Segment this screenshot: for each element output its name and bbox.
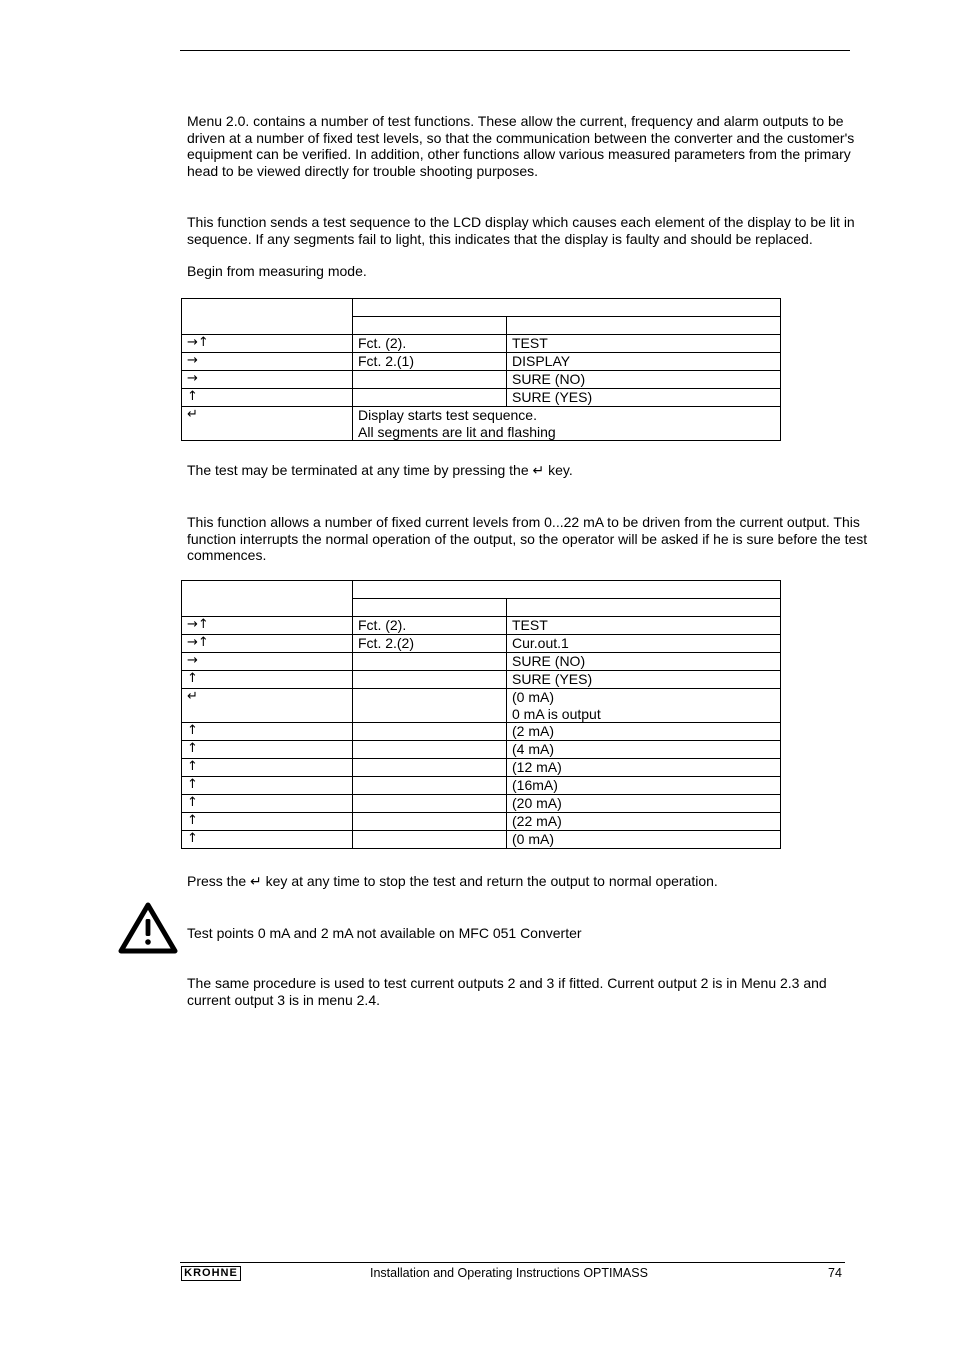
key-cell: →↑ (182, 635, 353, 653)
display-cell: (16mA) (507, 777, 781, 795)
display-cell: SURE (NO) (507, 653, 781, 671)
current-test-table (181, 580, 781, 849)
table-header-row (182, 581, 781, 599)
key-cell: ↑ (182, 813, 353, 831)
key-cell: ↑ (182, 831, 353, 849)
display-cell: SURE (NO) (507, 371, 781, 389)
table-row (182, 335, 781, 353)
current-test-description: This function allows a number of fixed current levels from 0...22 mA to be driven from the current output. This function interrupts the normal operation of the output, so the operator will be asked if he is sure before the test commences. (187, 514, 868, 563)
table-row (182, 617, 781, 635)
display-cell: (2 mA) (507, 723, 781, 741)
function-cell (353, 813, 507, 831)
key-cell: →↑ (182, 335, 353, 353)
subheader-cell (353, 317, 507, 335)
header-cell-display (353, 299, 781, 317)
key-cell: ↑ (182, 795, 353, 813)
result-line: All segments are lit and flashing (358, 423, 556, 440)
key-cell: ↵ (182, 407, 353, 441)
display-test-note: The test may be terminated at any time by pressing the ↵ key. (187, 462, 573, 478)
warning-triangle-icon (118, 902, 178, 954)
table-row (182, 407, 781, 441)
table-row (182, 653, 781, 671)
function-cell (353, 777, 507, 795)
header-cell-key (182, 581, 353, 617)
table-row (182, 723, 781, 741)
warning-text: Test points 0 mA and 2 mA not available on MFC 051 Converter (187, 925, 582, 941)
header-rule (180, 50, 850, 51)
key-cell: ↑ (182, 723, 353, 741)
function-cell (353, 741, 507, 759)
display-cell (507, 689, 781, 723)
display-cell: TEST (507, 335, 781, 353)
table-header-row (182, 299, 781, 317)
key-cell: ↑ (182, 671, 353, 689)
table-row (182, 635, 781, 653)
key-cell: ↑ (182, 759, 353, 777)
display-cell: (0 mA) (507, 831, 781, 849)
display-cell: (12 mA) (507, 759, 781, 777)
function-cell: Fct. 2.(2) (353, 635, 507, 653)
current-outputs-note: The same procedure is used to test current outputs 2 and 3 if fitted. Current output 2 is in Menu 2.3 and current output 3 is in menu 2.4. (187, 975, 827, 1008)
result-line: Display starts test sequence. (358, 407, 537, 423)
key-cell: → (182, 371, 353, 389)
table-row (182, 741, 781, 759)
function-cell (353, 831, 507, 849)
display-cell: (20 mA) (507, 795, 781, 813)
header-cell-display (353, 581, 781, 599)
key-cell: → (182, 653, 353, 671)
display-cell: SURE (YES) (507, 389, 781, 407)
function-cell (353, 689, 507, 723)
key-cell: →↑ (182, 617, 353, 635)
table-row (182, 777, 781, 795)
table-row (182, 689, 781, 723)
intro-paragraph: Menu 2.0. contains a number of test functions. These allow the current, frequency and alarm outputs to be driven at a number of fixed test levels, so that the communication between the converter and the customer's equipment can be verified. In addition, other functions allow various measured parameters from the primary head to be viewed directly for trouble shooting purposes. (187, 113, 855, 179)
display-test-description: This function sends a test sequence to the LCD display which causes each element of the display to be lit in sequence. If any segments fail to light, this indicates that the display is faulty and should be replaced. (187, 214, 855, 247)
result-cell (353, 407, 781, 441)
krohne-logo: KROHNE (181, 1266, 241, 1281)
display-cell: DISPLAY (507, 353, 781, 371)
table-row (182, 389, 781, 407)
key-cell: ↑ (182, 741, 353, 759)
function-cell (353, 723, 507, 741)
function-cell (353, 795, 507, 813)
function-cell: Fct. (2). (353, 617, 507, 635)
header-cell-key (182, 299, 353, 335)
display-line: 0 mA is output (512, 705, 601, 722)
page-number: 74 (828, 1266, 842, 1280)
display-cell: TEST (507, 617, 781, 635)
display-cell: SURE (YES) (507, 671, 781, 689)
table-row (182, 831, 781, 849)
key-cell: ↑ (182, 777, 353, 795)
key-cell: → (182, 353, 353, 371)
display-test-table (181, 298, 781, 441)
display-line: (0 mA) (512, 689, 554, 705)
subheader-cell (353, 599, 507, 617)
footer-title: Installation and Operating Instructions OPTIMASS (370, 1266, 648, 1280)
display-cell: Cur.out.1 (507, 635, 781, 653)
function-cell: Fct. 2.(1) (353, 353, 507, 371)
display-cell: (4 mA) (507, 741, 781, 759)
display-cell: (22 mA) (507, 813, 781, 831)
subheader-cell (507, 317, 781, 335)
key-cell: ↵ (182, 689, 353, 723)
table-row (182, 353, 781, 371)
function-cell (353, 371, 507, 389)
subheader-cell (507, 599, 781, 617)
table-row (182, 371, 781, 389)
current-test-note: Press the ↵ key at any time to stop the test and return the output to normal operation. (187, 873, 718, 889)
function-cell (353, 759, 507, 777)
function-cell: Fct. (2). (353, 335, 507, 353)
function-cell (353, 671, 507, 689)
table-row (182, 671, 781, 689)
function-cell (353, 653, 507, 671)
key-cell: ↑ (182, 389, 353, 407)
begin-instruction: Begin from measuring mode. (187, 263, 367, 279)
footer-rule (180, 1262, 845, 1263)
function-cell (353, 389, 507, 407)
table-row (182, 813, 781, 831)
table-row (182, 795, 781, 813)
table-row (182, 759, 781, 777)
